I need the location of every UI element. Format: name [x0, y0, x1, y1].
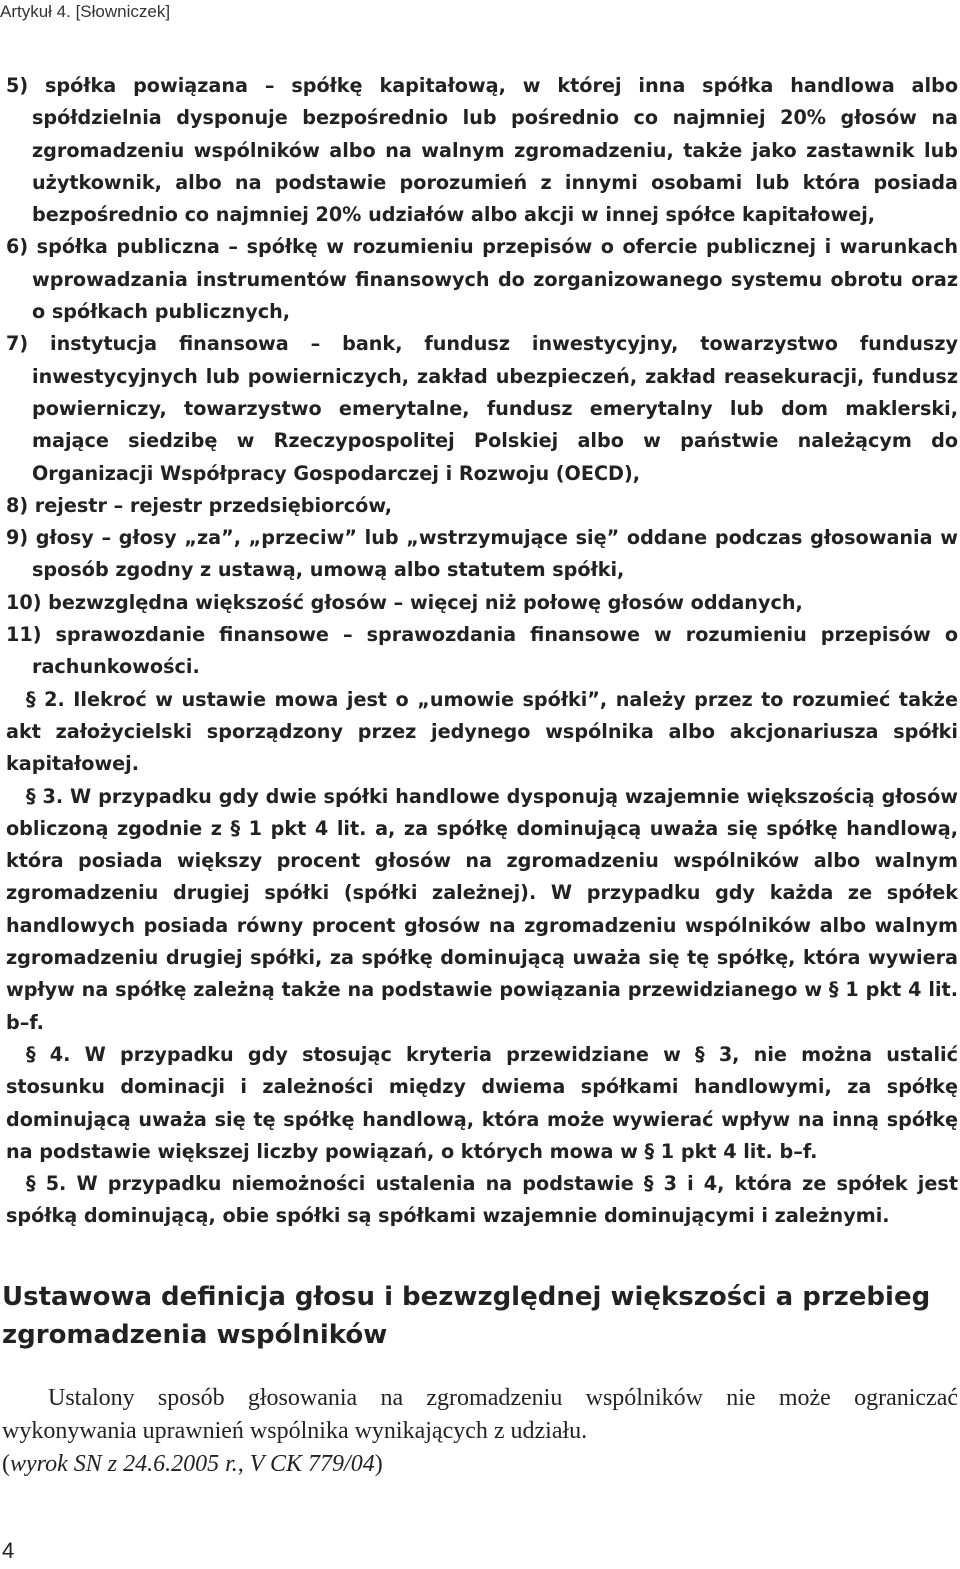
section-heading: Ustawowa definicja głosu i bezwzględnej większości a przebieg zgromadzenia wspólników	[2, 1282, 931, 1350]
court-ruling-quote	[2, 1382, 958, 1481]
definition-item-5: 5) spółka powiązana – spółkę kapitałową, w której inna spółka handlowa albo spółdzielnia dysponuje bezpośrednio lub pośrednio co najmniej 20% głosów na zgromadzeniu wspólników albo na walnym zgromadzeniu, także jako zastawnik lub użytkownik, albo na podstawie porozumień z innymi osobami lub która posiada bezpośrednio co najmniej 20% udziałów albo akcji w innej spółce kapitałowej,	[6, 74, 958, 227]
paragraph-2: § 2. Ilekroć w ustawie mowa jest o „umowie spółki”, należy przez to rozumieć także akt założycielski sporządzony przez jedynego wspólnika albo akcjonariusza spółki kapitałowej.	[6, 687, 958, 776]
definition-item-11: 11) sprawozdanie finansowe – sprawozdania finansowe w rozumieniu przepisów o rachunkowości.	[6, 623, 958, 679]
definition-item-10: 10) bezwzględna większość głosów – więcej niż połowę głosów oddanych,	[6, 590, 803, 614]
citation-close-paren: )	[374, 1451, 383, 1477]
definition-item-7: 7) instytucja finansowa – bank, fundusz inwestycyjny, towarzystwo funduszy inwestycyjnych lub powierniczych, zakład ubezpieczeń, zakład reasekuracji, fundusz powierniczy, towarzystwo emerytalne, fundusz emerytalny lub dom maklerski, mające siedzibę w Rzeczypospolitej Polskiej albo w państwie należącym do Organizacji Współpracy Gospodarczej i Rozwoju (OECD),	[6, 332, 958, 485]
article-body	[6, 70, 958, 1233]
citation-text: wyrok SN z 24.6.2005 r., V CK 779/04	[10, 1451, 375, 1477]
definition-item-8: 8) rejestr – rejestr przedsiębiorców,	[6, 493, 393, 517]
citation-open-paren: (	[2, 1451, 10, 1477]
definition-item-6: 6) spółka publiczna – spółkę w rozumieniu przepisów o ofercie publicznej i warunkach wprowadzania instrumentów finansowych do zorganizowanego systemu obrotu oraz o spółkach publicznych,	[6, 235, 958, 324]
citation-line	[2, 1448, 958, 1481]
page-number: 4	[2, 1538, 15, 1563]
paragraph-3: § 3. W przypadku gdy dwie spółki handlowe dysponują wzajemnie większością głosów obliczoną zgodnie z § 1 pkt 4 lit. a, za spółkę dominującą uważa się spółkę handlową, która posiada większy procent głosów na zgromadzeniu wspólników albo walnym zgromadzeniu drugiej spółki (spółki zależnej). W przypadku gdy każda ze spółek handlowych posiada równy procent głosów na zgromadzeniu wspólników albo walnym zgromadzeniu drugiej spółki, za spółkę dominującą uważa się tę spółkę, która wywiera wpływ na spółkę zależną także na podstawie powiązania przewidzianego w § 1 pkt 4 lit. b–f.	[6, 784, 958, 1034]
quote-text: Ustalony sposób głosowania na zgromadzeniu wspólników nie może ograniczać wykonywania uprawnień wspólnika wynikających z udziału.	[2, 1385, 958, 1444]
definition-item-9: 9) głosy – głosy „za”, „przeciw” lub „wstrzymujące się” oddane podczas głosowania w sposób zgodny z ustawą, umową albo statutem spółki,	[6, 526, 958, 582]
paragraph-4: § 4. W przypadku gdy stosując kryteria przewidziane w § 3, nie można ustalić stosunku dominacji i zależności między dwiema spółkami handlowymi, za spółkę dominującą uważa się tę spółkę handlową, która może wywierać wpływ na inną spółkę na podstawie większej liczby powiązań, o których mowa w § 1 pkt 4 lit. b–f.	[6, 1042, 958, 1163]
paragraph-5: § 5. W przypadku niemożności ustalenia na podstawie § 3 i 4, która ze spółek jest spółką dominującą, obie spółki są spółkami wzajemnie dominującymi i zależnymi.	[6, 1172, 958, 1228]
article-header: Artykuł 4. [Słowniczek]	[0, 2, 171, 21]
